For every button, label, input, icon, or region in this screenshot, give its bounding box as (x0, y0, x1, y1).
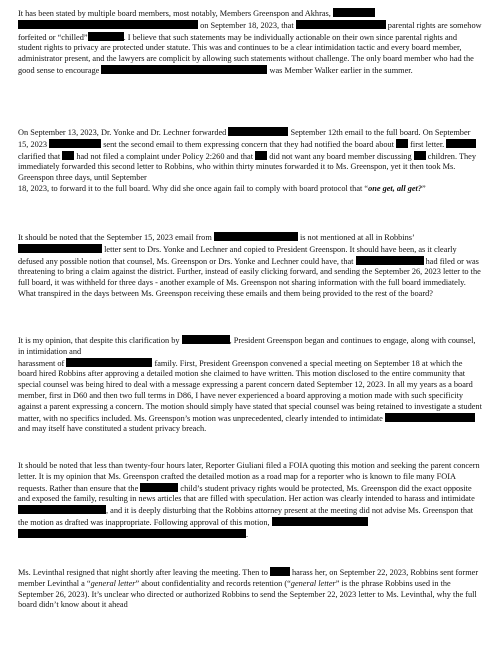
text: had filed or was threatening to bring a claim against the district. Further, instead of easily clicking forward, and sending the September 26, 2023 letter to the full board, it was withheld for three days - another example of Ms. Greenspon not sharing information with the full board immediately. What transpired in the days between Ms. Greenspon receiving these emails and them being provided to the rest of the board? (18, 256, 481, 298)
emphasis-phrase: general letter (290, 578, 336, 588)
emphasis-quote: one get, all get? (368, 183, 422, 193)
redaction-box (214, 232, 298, 241)
redaction-box (49, 139, 101, 148)
text: ” (422, 183, 426, 193)
redaction-box (182, 335, 230, 344)
text: ” about confidentiality and records retention (“ (135, 578, 291, 588)
redaction-box (356, 256, 424, 265)
text: harass her, on September 22, 2023, Robbins sent former member Levinthal a “ (18, 568, 479, 588)
redaction-box (385, 413, 475, 422)
text: September 12th email to the full board. On September 15, 2023 (18, 128, 471, 149)
text: It should be noted that the September 15, 2023 email from (18, 233, 212, 242)
redaction-box (396, 139, 408, 148)
redaction-box (88, 32, 124, 41)
text: did not want any board member discussing (269, 151, 412, 161)
text: Ms. Levinthal resigned that night shortly after leaving the meeting. Then to (18, 568, 268, 577)
text: family. First, President Greenspon convened a special meeting on September 18 at which the board hired Robbins after approving a detailed motion she claimed to have written. This motion disclosed to the entire community that special counsel was being hired to deal with a message expressing a parent concern dated September 12, 2023. In all my years as a board member, first in D60 and then two full terms in D86, I have never experienced a board approving a motion made with such specificity against a parent expressing a concern. The motion should simply have stated that special counsel was being retained to investigate a student matter, with no specifics included. Ms. Greenspon’s motion was unprecedented, clearly intended to intimidate (18, 358, 482, 423)
paragraph-board-statements (18, 8, 482, 77)
redaction-box (296, 20, 386, 29)
text: child’s student privacy rights would be protected, Ms. Greenspon did the exact opposite and exposed the family, resulting in news articles that are filled with speculation. Her action was clearly intended to harass and intimidate (18, 483, 475, 504)
redaction-box (101, 65, 267, 74)
text: somehow forfeited or “chilled” (18, 20, 482, 42)
redaction-box (333, 8, 375, 17)
redaction-box (140, 483, 178, 492)
text: children. They immediately forwarded this second letter to Robbins, who within thirty minutes forwarded it to Ms. Greenspon, yet it then took Ms. Greenspon three days, until September (18, 151, 476, 183)
redaction-box (18, 20, 198, 29)
redaction-box (18, 529, 249, 539)
redaction-box (228, 127, 288, 136)
text: It is my opinion, that despite this clarification by (18, 336, 180, 345)
text: was Member Walker earlier in the summer. (269, 65, 413, 75)
text: first letter. (410, 139, 445, 149)
text: is not mentioned at all in Robbins’ (299, 233, 415, 242)
text: clarified that (18, 151, 61, 161)
redaction-box (255, 151, 267, 160)
text: . I believe that such statements may be individually actionable on their own since parental rights and student rights to privacy are protected under statute. This was and continues to be a clear intimidation tactic and every board member, administrator present, and the lawyers are complicit by allowing such statements without challenge. The only board member who had the good sense to encourage (18, 32, 474, 75)
paragraph-intimidation-opinion (18, 335, 482, 435)
redaction-box (18, 244, 102, 253)
redaction-box (62, 151, 74, 160)
paragraph-levinthal-resignation (18, 567, 482, 611)
text: It should be noted that less than twenty-four hours later, Reporter Giuliani filed a FOIA quoting this motion and seeking the parent concern letter. It is my opinion that Ms. Greenspon crafted the detailed motion as a road map for a reporter who is known to file many FOIA requests. Rather than ensure that the (18, 461, 480, 493)
text: and may itself have constituted a student privacy breach. (18, 424, 207, 434)
redaction-box (18, 505, 106, 514)
redaction-box (414, 151, 426, 160)
text: . (246, 529, 249, 539)
text: On September 13, 2023, Dr. Yonke and Dr. Lechner forwarded (18, 128, 227, 137)
redaction-box (272, 517, 368, 526)
text: sent the second email to them expressing concern that they had notified the board about (103, 139, 394, 149)
emphasis-phrase: general letter (90, 578, 136, 588)
text: had not filed a complaint under Policy 2:260 and that (76, 151, 254, 161)
text: ” is the phrase Robbins used in the September 26, 2023). It’s unclear who directed or authorized Robbins to send the September 22, 2023 letter to Ms. Levinthal, why the full board didn’t know about it ahead (18, 578, 477, 610)
redaction-box (66, 358, 152, 367)
paragraph-september-emails (18, 127, 482, 195)
text: , and it is deeply disturbing that the Robbins attorney present at the meeting did not advise Ms. Greenspon that the motion as drafted was inappropriate. Following approval of this motion, (18, 506, 474, 527)
text: 18, 2023, to forward it to the full board. Why did she once again fail to comply with board protocol that “ (18, 183, 369, 193)
text: letter sent to Drs. Yonke and Lechner and copied to President Greenspon. It should have been, as it clearly defused any possible notion that counsel, Ms. Greenspon or Drs. Yonke and Lechner could have, that (18, 244, 457, 266)
text: parental rights are (387, 20, 448, 30)
text: It has been stated by multiple board members, most notably, Members Greenspon and Akhras, (18, 9, 331, 18)
paragraph-foia-request (18, 461, 482, 541)
redaction-box (270, 567, 290, 576)
text: on September 18, 2023, that (200, 20, 294, 30)
text: , President Greenspon began and continues to engage, along with counsel, in intimidation and (18, 336, 476, 356)
text: harassment of (18, 358, 65, 368)
paragraph-robbins-letter (18, 232, 482, 300)
redaction-box (446, 139, 476, 148)
